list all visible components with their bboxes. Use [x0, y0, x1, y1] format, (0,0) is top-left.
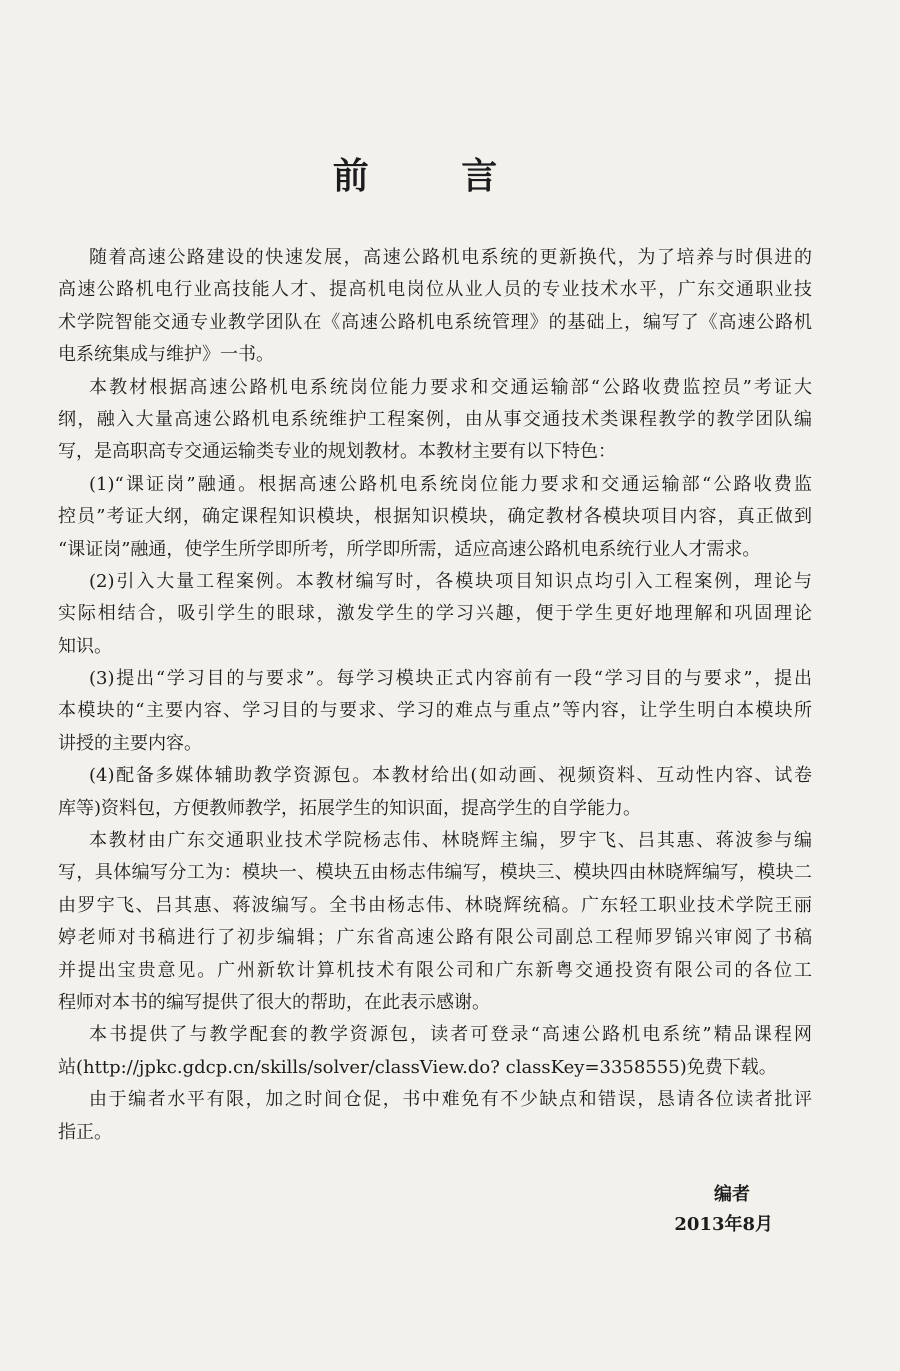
paragraph-line: 实际相结合，吸引学生的眼球，激发学生的学习兴趣，便于学生更好地理解和巩固理论	[58, 603, 812, 625]
paragraph-line: 本教材根据高速公路机电系统岗位能力要求和交通运输部“公路收费监控员”考证大	[89, 376, 812, 398]
paragraph-line: 讲授的主要内容。	[58, 732, 202, 754]
paragraph-line: “课证岗”融通，使学生所学即所考，所学即所需，适应高速公路机电系统行业人才需求。	[58, 538, 761, 560]
paragraph-line: 并提出宝贵意见。广州新软计算机技术有限公司和广东新粤交通投资有限公司的各位工	[58, 959, 812, 981]
paragraph-line: (4)配备多媒体辅助教学资源包。本教材给出(如动画、视频资料、互动性内容、试卷	[89, 765, 812, 787]
paragraph-line: (1)“课证岗”融通。根据高速公路机电系统岗位能力要求和交通运输部“公路收费监	[89, 473, 812, 495]
paragraph	[58, 566, 812, 663]
paragraph	[58, 242, 812, 372]
paragraph	[58, 760, 812, 825]
paragraph	[58, 469, 812, 566]
paragraph-line: 控员”考证大纲，确定课程知识模块，根据知识模块，确定教材各模块项目内容，真正做到	[58, 506, 812, 528]
paragraph-line: 站(http://jpkc.gdcp.cn/skills/solver/classView.do? classKey=3358555)免费下载。	[58, 1056, 777, 1078]
paragraph-line: 指正。	[58, 1121, 112, 1143]
paragraph-line: 高速公路机电行业高技能人才、提高机电岗位从业人员的专业技术水平，广东交通职业技	[58, 279, 812, 301]
paragraph	[58, 1019, 812, 1084]
signature-author: 编者	[714, 1184, 750, 1205]
paragraph-line: 程师对本书的编写提供了很大的帮助，在此表示感谢。	[58, 991, 490, 1013]
paragraph-line: 随着高速公路建设的快速发展，高速公路机电系统的更新换代，为了培养与时俱进的	[89, 247, 812, 268]
paragraph	[58, 825, 812, 1019]
paragraph-line: 电系统集成与维护》一书。	[58, 344, 274, 366]
paragraph-line: 婷老师对书稿进行了初步编辑；广东省高速公路有限公司副总工程师罗锦兴审阅了书稿	[58, 927, 812, 949]
paragraph-line: 由于编者水平有限，加之时间仓促，书中难免有不少缺点和错误，恳请各位读者批评	[89, 1089, 812, 1111]
paragraph-line: 术学院智能交通专业教学团队在《高速公路机电系统管理》的基础上，编写了《高速公路机	[58, 311, 812, 333]
page-title: 前 言	[332, 155, 538, 197]
signature-date: 2013年8月	[674, 1214, 773, 1235]
paragraph	[58, 663, 812, 760]
paragraph-line: 本书提供了与教学配套的教学资源包，读者可登录“高速公路机电系统”精品课程网	[89, 1024, 812, 1046]
paragraph-line: 写，是高职高专交通运输类专业的规划教材。本教材主要有以下特色：	[58, 441, 616, 463]
paragraph-line: 本教材由广东交通职业技术学院杨志伟、林晓辉主编，罗宇飞、吕其惠、蒋波参与编	[89, 830, 812, 852]
paragraph-line: 写，具体编写分工为：模块一、模块五由杨志伟编写，模块三、模块四由林晓辉编写，模块二	[58, 862, 812, 884]
paragraph-line: 本模块的“主要内容、学习目的与要求、学习的难点与重点”等内容，让学生明白本模块所	[58, 700, 812, 722]
paragraph	[58, 1084, 812, 1149]
paragraph-line: 纲，融入大量高速公路机电系统维护工程案例，由从事交通技术类课程教学的教学团队编	[58, 408, 812, 430]
paragraph-line: (3)提出“学习目的与要求”。每学习模块正式内容前有一段“学习目的与要求”，提出	[89, 668, 812, 690]
paragraph-line: 由罗宇飞、吕其惠、蒋波编写。全书由杨志伟、林晓辉统稿。广东轻工职业技术学院王丽	[58, 894, 812, 916]
paragraph	[58, 372, 812, 469]
paragraph-line: 库等)资料包，方便教师教学，拓展学生的知识面，提高学生的自学能力。	[58, 797, 642, 819]
paragraph-line: (2)引入大量工程案例。本教材编写时，各模块项目知识点均引入工程案例，理论与	[89, 570, 812, 592]
preface-body	[58, 242, 812, 1149]
paragraph-line: 知识。	[58, 635, 112, 657]
